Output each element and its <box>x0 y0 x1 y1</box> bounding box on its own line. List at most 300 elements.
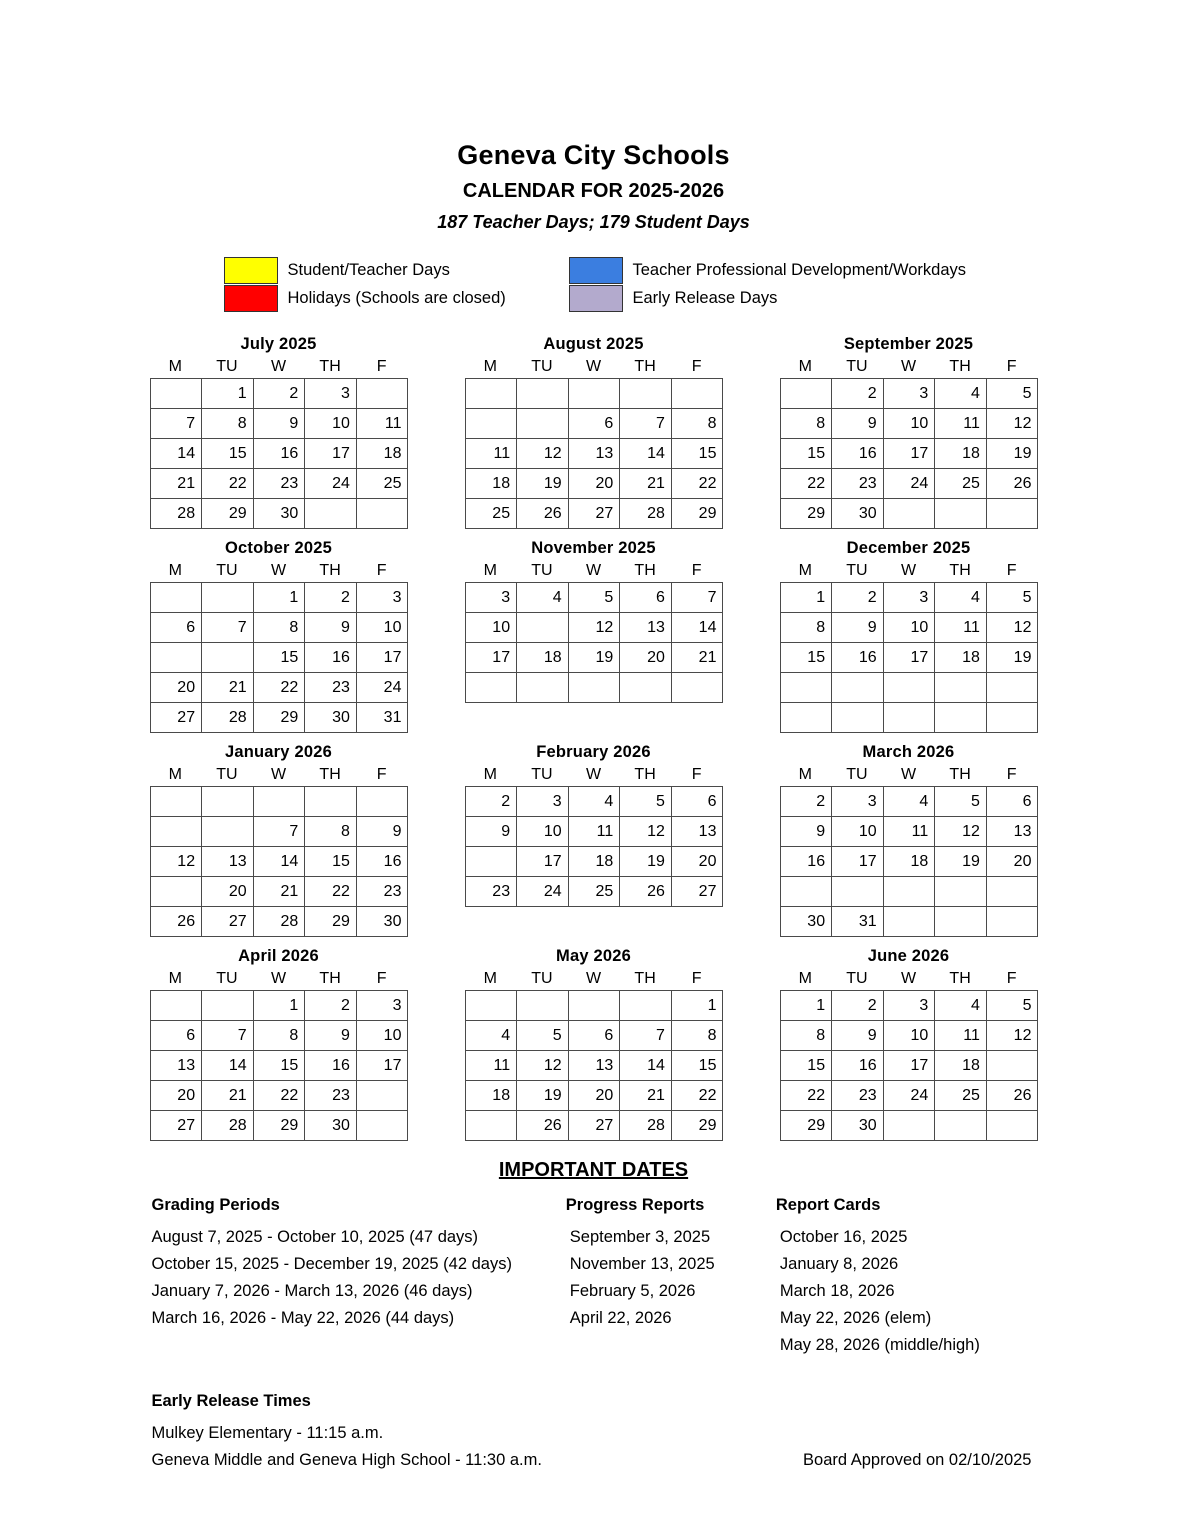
day-cell[interactable]: 28 <box>253 906 305 936</box>
day-cell[interactable]: 11 <box>883 816 935 846</box>
day-cell[interactable]: 5 <box>986 378 1038 408</box>
day-cell[interactable]: 15 <box>671 438 723 468</box>
day-cell[interactable]: 28 <box>150 498 202 528</box>
day-cell[interactable]: 15 <box>671 1050 723 1080</box>
day-cell[interactable]: 7 <box>620 408 672 438</box>
day-cell[interactable]: 29 <box>202 498 254 528</box>
day-cell[interactable]: 18 <box>517 642 569 672</box>
day-cell[interactable]: 20 <box>568 468 620 498</box>
day-cell[interactable]: 18 <box>883 846 935 876</box>
day-cell[interactable]: 16 <box>832 1050 884 1080</box>
day-cell[interactable]: 14 <box>202 1050 254 1080</box>
day-cell[interactable]: 27 <box>568 1110 620 1140</box>
day-cell[interactable]: 22 <box>253 672 305 702</box>
day-cell-empty <box>986 702 1038 732</box>
day-cell[interactable]: 4 <box>883 786 935 816</box>
day-cell[interactable]: 29 <box>780 498 832 528</box>
day-cell[interactable]: 17 <box>883 1050 935 1080</box>
day-cell[interactable]: 8 <box>671 1020 723 1050</box>
report-card-item: May 22, 2026 (elem) <box>779 1308 932 1327</box>
day-cell[interactable]: 27 <box>671 876 723 906</box>
day-cell[interactable]: 9 <box>305 1020 357 1050</box>
day-cell[interactable]: 29 <box>671 1110 723 1140</box>
day-cell[interactable]: 21 <box>620 468 672 498</box>
day-cell[interactable]: 4 <box>935 990 987 1020</box>
day-cell[interactable]: 12 <box>517 438 569 468</box>
day-cell[interactable]: 27 <box>150 1110 202 1140</box>
day-cell[interactable]: 6 <box>202 816 254 846</box>
day-cell[interactable]: 8 <box>780 408 832 438</box>
day-cell[interactable]: 3 <box>356 582 408 612</box>
weekday-header: W <box>900 561 917 579</box>
day-cell[interactable]: 16 <box>832 642 884 672</box>
day-cell[interactable]: 24 <box>517 876 569 906</box>
day-cell[interactable]: 1 <box>253 582 305 612</box>
day-cell[interactable]: 29 <box>253 702 305 732</box>
day-cell[interactable]: 14 <box>620 1050 672 1080</box>
day-cell[interactable]: 21 <box>202 1080 254 1110</box>
day-cell[interactable]: 5 <box>620 786 672 816</box>
day-cell[interactable]: 15 <box>780 1050 832 1080</box>
day-cell[interactable]: 16 <box>305 1050 357 1080</box>
day-cell[interactable]: 26 <box>517 1110 569 1140</box>
day-cell[interactable]: 17 <box>356 1050 408 1080</box>
day-cell[interactable]: 7 <box>671 582 723 612</box>
day-cell[interactable]: 10 <box>356 1020 408 1050</box>
day-cell[interactable]: 6 <box>150 1020 202 1050</box>
day-cell[interactable]: 11 <box>568 816 620 846</box>
day-cell[interactable]: 4 <box>465 408 517 438</box>
day-cell[interactable]: 18 <box>568 846 620 876</box>
day-cell[interactable]: 12 <box>986 612 1038 642</box>
weekday-header: TH <box>949 357 971 375</box>
day-cell[interactable]: 19 <box>150 876 202 906</box>
day-cell[interactable]: 28 <box>620 498 672 528</box>
day-cell[interactable]: 26 <box>620 876 672 906</box>
day-cell[interactable]: 7 <box>253 816 305 846</box>
day-cell[interactable]: 11 <box>935 612 987 642</box>
day-cell[interactable]: 22 <box>780 468 832 498</box>
day-cell[interactable]: 4 <box>356 378 408 408</box>
day-cell[interactable]: 5 <box>517 1020 569 1050</box>
day-cell[interactable]: 6 <box>986 786 1038 816</box>
day-cell[interactable]: 15 <box>253 642 305 672</box>
day-cell[interactable]: 15 <box>780 642 832 672</box>
day-cell[interactable]: 12 <box>568 612 620 642</box>
day-cell[interactable]: 5 <box>568 582 620 612</box>
day-cell[interactable]: 2 <box>780 786 832 816</box>
day-cell[interactable]: 22 <box>780 672 832 702</box>
day-cell[interactable]: 27 <box>150 702 202 732</box>
day-cell[interactable]: 10 <box>832 816 884 846</box>
day-cell[interactable]: 4 <box>935 582 987 612</box>
day-cell[interactable]: 20 <box>986 846 1038 876</box>
day-cell[interactable]: 5 <box>517 408 569 438</box>
day-cell[interactable]: 13 <box>671 816 723 846</box>
day-cell[interactable]: 6 <box>568 1020 620 1050</box>
day-cell[interactable]: 8 <box>253 1020 305 1050</box>
day-cell[interactable]: 22 <box>305 876 357 906</box>
day-cell[interactable]: 20 <box>150 672 202 702</box>
day-cell[interactable]: 30 <box>356 906 408 936</box>
day-cell[interactable]: 22 <box>780 1080 832 1110</box>
day-cell[interactable]: 11 <box>517 612 569 642</box>
day-cell[interactable]: 29 <box>780 702 832 732</box>
day-cell[interactable]: 18 <box>465 1080 517 1110</box>
day-cell[interactable]: 2 <box>832 378 884 408</box>
day-cell-empty <box>883 1110 935 1140</box>
day-cell[interactable]: 12 <box>620 816 672 846</box>
day-cell[interactable]: 1 <box>202 378 254 408</box>
day-cell[interactable]: 3 <box>883 378 935 408</box>
day-cell[interactable]: 17 <box>517 846 569 876</box>
day-cell[interactable]: 10 <box>356 612 408 642</box>
day-cell[interactable]: 28 <box>620 1110 672 1140</box>
day-cell[interactable]: 29 <box>253 1110 305 1140</box>
day-cell[interactable]: 9 <box>253 408 305 438</box>
day-cell[interactable]: 13 <box>986 816 1038 846</box>
day-cell[interactable]: 17 <box>305 438 357 468</box>
day-cell[interactable]: 18 <box>935 1050 987 1080</box>
day-cell[interactable]: 11 <box>356 408 408 438</box>
day-cell[interactable]: 3 <box>356 990 408 1020</box>
day-cell[interactable]: 19 <box>517 1080 569 1110</box>
day-cell[interactable]: 27 <box>202 906 254 936</box>
day-cell[interactable]: 27 <box>986 876 1038 906</box>
day-cell[interactable]: 25 <box>935 672 987 702</box>
day-cell[interactable]: 19 <box>986 642 1038 672</box>
month-block <box>465 335 723 539</box>
day-cell[interactable]: 17 <box>465 642 517 672</box>
day-cell[interactable] <box>517 990 569 1020</box>
weekday-header: W <box>900 969 917 987</box>
day-cell[interactable]: 4 <box>568 786 620 816</box>
day-cell[interactable] <box>568 990 620 1020</box>
day-cell[interactable]: 7 <box>202 612 254 642</box>
day-cell[interactable]: 3 <box>832 786 884 816</box>
day-cell[interactable]: 18 <box>935 642 987 672</box>
day-cell[interactable]: 22 <box>202 468 254 498</box>
day-cell[interactable]: 2 <box>305 582 357 612</box>
day-cell[interactable]: 21 <box>671 642 723 672</box>
day-cell[interactable]: 12 <box>986 408 1038 438</box>
day-cell[interactable]: 23 <box>832 1080 884 1110</box>
day-cell[interactable]: 17 <box>883 642 935 672</box>
day-cell[interactable]: 9 <box>832 1020 884 1050</box>
day-cell[interactable]: 1 <box>780 990 832 1020</box>
day-cell[interactable]: 24 <box>883 1080 935 1110</box>
day-cell[interactable]: 23 <box>465 876 517 906</box>
day-cell[interactable]: 24 <box>883 672 935 702</box>
day-cell[interactable]: 19 <box>620 846 672 876</box>
day-cell[interactable]: 23 <box>832 468 884 498</box>
day-cell[interactable]: 3 <box>883 990 935 1020</box>
day-cell[interactable] <box>202 582 254 612</box>
day-cell[interactable]: 30 <box>305 1110 357 1140</box>
day-cell[interactable]: 14 <box>202 642 254 672</box>
day-cell[interactable]: 11 <box>935 408 987 438</box>
weekday-header: F <box>1006 969 1017 987</box>
month-title: May 2026 <box>556 946 631 965</box>
day-cell[interactable] <box>465 990 517 1020</box>
day-cell[interactable]: 13 <box>568 438 620 468</box>
day-cell[interactable]: 12 <box>517 1050 569 1080</box>
day-cell[interactable]: 9 <box>465 816 517 846</box>
day-cell[interactable]: 31 <box>883 702 935 732</box>
day-cell[interactable]: 17 <box>832 846 884 876</box>
day-cell[interactable]: 2 <box>253 378 305 408</box>
day-cell[interactable]: 1 <box>671 990 723 1020</box>
day-cell[interactable]: 1 <box>253 990 305 1020</box>
day-cell[interactable]: 31 <box>356 702 408 732</box>
day-cell[interactable]: 7 <box>620 1020 672 1050</box>
month-title: March 2026 <box>862 742 955 761</box>
day-cell[interactable]: 25 <box>935 1080 987 1110</box>
day-cell[interactable]: 15 <box>202 438 254 468</box>
day-cell[interactable] <box>517 378 569 408</box>
day-cell[interactable]: 23 <box>253 468 305 498</box>
day-cell[interactable] <box>202 990 254 1020</box>
day-cell[interactable]: 16 <box>356 846 408 876</box>
day-cell[interactable] <box>568 378 620 408</box>
day-cell[interactable]: 22 <box>671 1080 723 1110</box>
day-cell[interactable]: 21 <box>150 468 202 498</box>
day-cell[interactable]: 25 <box>517 672 569 702</box>
day-cell[interactable]: 14 <box>620 438 672 468</box>
day-cell[interactable]: 20 <box>671 846 723 876</box>
day-cell[interactable]: 5 <box>935 786 987 816</box>
weekday-header: M <box>798 561 812 579</box>
day-cell[interactable]: 20 <box>620 642 672 672</box>
month-block <box>150 539 408 743</box>
day-cell[interactable]: 16 <box>832 438 884 468</box>
day-cell[interactable]: 8 <box>780 1020 832 1050</box>
day-cell[interactable]: 23 <box>305 672 357 702</box>
day-cell[interactable]: 6 <box>568 408 620 438</box>
day-cell[interactable]: 23 <box>832 672 884 702</box>
day-cell[interactable]: 21 <box>202 672 254 702</box>
day-cell[interactable]: 24 <box>465 672 517 702</box>
day-cell[interactable]: 26 <box>986 468 1038 498</box>
day-cell[interactable]: 16 <box>780 846 832 876</box>
day-cell[interactable]: 8 <box>671 408 723 438</box>
day-cell[interactable]: 29 <box>780 1110 832 1140</box>
day-cell-empty <box>883 498 935 528</box>
day-cell[interactable]: 6 <box>620 582 672 612</box>
day-cell[interactable]: 9 <box>356 816 408 846</box>
day-cell[interactable]: 19 <box>517 468 569 498</box>
day-cell[interactable]: 15 <box>780 438 832 468</box>
day-cell[interactable]: 13 <box>150 642 202 672</box>
day-cell[interactable]: 9 <box>832 408 884 438</box>
day-cell[interactable]: 4 <box>517 582 569 612</box>
day-cell[interactable]: 13 <box>620 612 672 642</box>
day-cell[interactable]: 27 <box>620 672 672 702</box>
day-cell[interactable] <box>620 990 672 1020</box>
day-cell[interactable]: 10 <box>883 612 935 642</box>
day-cell[interactable]: 30 <box>832 702 884 732</box>
day-cell[interactable]: 19 <box>568 642 620 672</box>
day-cell[interactable]: 11 <box>935 1020 987 1050</box>
week-row <box>150 498 408 528</box>
day-cell[interactable]: 31 <box>305 498 357 528</box>
weekday-header: TH <box>634 969 656 987</box>
day-cell[interactable]: 24 <box>356 672 408 702</box>
day-cell[interactable]: 29 <box>671 498 723 528</box>
legend-swatch-purple-icon <box>569 285 623 312</box>
day-cell[interactable]: 14 <box>671 612 723 642</box>
day-cell[interactable]: 30 <box>305 702 357 732</box>
day-cell[interactable] <box>150 582 202 612</box>
day-cell[interactable]: 6 <box>150 612 202 642</box>
day-cell[interactable]: 27 <box>568 498 620 528</box>
day-cell[interactable]: 19 <box>935 846 987 876</box>
day-cell[interactable]: 28 <box>671 672 723 702</box>
day-cell[interactable]: 5 <box>986 990 1038 1020</box>
day-cell[interactable]: 24 <box>832 876 884 906</box>
day-cell[interactable]: 4 <box>935 378 987 408</box>
day-cell[interactable]: 20 <box>568 1080 620 1110</box>
day-cell[interactable]: 9 <box>305 612 357 642</box>
day-cell[interactable]: 7 <box>150 408 202 438</box>
early-release-item: Geneva Middle and Geneva High School - 11:30 a.m. <box>151 1450 542 1469</box>
day-cell[interactable]: 18 <box>465 468 517 498</box>
day-cell[interactable]: 2 <box>465 786 517 816</box>
day-cell[interactable]: 2 <box>356 786 408 816</box>
day-cell[interactable]: 20 <box>150 1080 202 1110</box>
day-cell[interactable]: 12 <box>150 846 202 876</box>
week-row <box>780 816 1038 846</box>
day-cell[interactable]: 16 <box>465 846 517 876</box>
day-cell[interactable]: 16 <box>253 438 305 468</box>
day-cell[interactable]: 12 <box>986 1020 1038 1050</box>
week-row <box>780 672 1038 702</box>
day-cell[interactable]: 21 <box>253 876 305 906</box>
day-cell[interactable]: 24 <box>883 468 935 498</box>
day-cell[interactable] <box>202 786 254 816</box>
day-cell[interactable]: 26 <box>986 672 1038 702</box>
day-cell[interactable] <box>253 786 305 816</box>
day-cell[interactable]: 11 <box>465 438 517 468</box>
day-cell[interactable]: 25 <box>356 468 408 498</box>
day-cell[interactable]: 3 <box>883 582 935 612</box>
day-cell[interactable]: 22 <box>253 1080 305 1110</box>
day-cell[interactable]: 8 <box>253 612 305 642</box>
day-cell[interactable]: 22 <box>671 468 723 498</box>
day-cell[interactable]: 10 <box>465 612 517 642</box>
day-cell[interactable]: 17 <box>883 438 935 468</box>
day-cell[interactable]: 23 <box>780 876 832 906</box>
day-cell[interactable]: 8 <box>305 816 357 846</box>
day-cell[interactable]: 19 <box>986 438 1038 468</box>
day-cell[interactable]: 1 <box>305 786 357 816</box>
day-cell[interactable]: 1 <box>671 378 723 408</box>
day-cell[interactable]: 30 <box>832 498 884 528</box>
day-cell-empty <box>935 702 987 732</box>
day-cell-empty <box>986 498 1038 528</box>
day-cell[interactable]: 25 <box>935 468 987 498</box>
day-cell[interactable]: 9 <box>832 612 884 642</box>
day-cell[interactable]: 21 <box>620 1080 672 1110</box>
day-cell[interactable]: 6 <box>671 786 723 816</box>
day-cell[interactable] <box>465 378 517 408</box>
day-cell[interactable]: 3 <box>465 582 517 612</box>
day-cell[interactable]: 10 <box>305 408 357 438</box>
day-cell[interactable]: 12 <box>935 816 987 846</box>
week-row <box>465 582 723 612</box>
day-cell[interactable]: 10 <box>883 1020 935 1050</box>
day-cell[interactable]: 3 <box>517 786 569 816</box>
day-cell[interactable]: 26 <box>935 876 987 906</box>
day-cell[interactable]: 24 <box>305 468 357 498</box>
day-cell[interactable]: 17 <box>356 642 408 672</box>
day-cell[interactable]: 4 <box>465 1020 517 1050</box>
day-cell[interactable]: 14 <box>150 438 202 468</box>
day-cell[interactable]: 29 <box>305 906 357 936</box>
weekday-header: TU <box>846 561 868 579</box>
day-cell[interactable]: 26 <box>150 906 202 936</box>
day-cell[interactable]: 1 <box>780 378 832 408</box>
day-cell[interactable]: 16 <box>305 642 357 672</box>
day-cell[interactable]: 8 <box>780 612 832 642</box>
early-release-last-row <box>152 1447 1044 1474</box>
day-cell[interactable] <box>150 990 202 1020</box>
day-cell[interactable]: 25 <box>883 876 935 906</box>
day-cell[interactable]: 23 <box>305 1080 357 1110</box>
day-cell[interactable]: 23 <box>356 876 408 906</box>
day-cell[interactable]: 26 <box>517 498 569 528</box>
day-cell[interactable]: 25 <box>465 1110 517 1140</box>
day-cell[interactable]: 2 <box>832 582 884 612</box>
day-cell[interactable]: 15 <box>305 846 357 876</box>
day-cell[interactable]: 20 <box>202 876 254 906</box>
day-cell[interactable]: 26 <box>568 672 620 702</box>
day-cell[interactable]: 13 <box>202 846 254 876</box>
day-cell[interactable]: 2 <box>832 990 884 1020</box>
day-cell[interactable]: 10 <box>883 408 935 438</box>
day-cell[interactable]: 31 <box>832 906 884 936</box>
day-cell[interactable]: 7 <box>202 1020 254 1050</box>
day-cell[interactable]: 18 <box>356 438 408 468</box>
day-cell[interactable] <box>150 786 202 816</box>
day-cell[interactable]: 11 <box>465 1050 517 1080</box>
day-cell[interactable] <box>620 378 672 408</box>
day-cell[interactable]: 30 <box>780 906 832 936</box>
day-cell[interactable]: 25 <box>568 876 620 906</box>
day-cell[interactable]: 28 <box>202 702 254 732</box>
day-cell[interactable]: 9 <box>780 816 832 846</box>
day-cell[interactable]: 30 <box>832 1110 884 1140</box>
day-cell[interactable]: 18 <box>935 438 987 468</box>
day-cell[interactable]: 13 <box>150 1050 202 1080</box>
day-cell[interactable]: 28 <box>202 1110 254 1140</box>
day-cell[interactable]: 24 <box>356 1080 408 1110</box>
day-cell[interactable]: 15 <box>253 1050 305 1080</box>
day-cell[interactable]: 14 <box>253 846 305 876</box>
day-cell[interactable]: 5 <box>150 816 202 846</box>
day-cell[interactable]: 19 <box>986 1050 1038 1080</box>
day-cell[interactable]: 10 <box>517 816 569 846</box>
day-cell[interactable]: 30 <box>253 498 305 528</box>
day-cell[interactable]: 8 <box>202 408 254 438</box>
day-cell[interactable]: 5 <box>986 582 1038 612</box>
day-cell[interactable]: 1 <box>780 582 832 612</box>
day-cell[interactable]: 26 <box>986 1080 1038 1110</box>
day-cell[interactable]: 25 <box>465 498 517 528</box>
day-cell[interactable]: 2 <box>305 990 357 1020</box>
day-cell[interactable]: 3 <box>305 378 357 408</box>
day-cell[interactable]: 13 <box>568 1050 620 1080</box>
